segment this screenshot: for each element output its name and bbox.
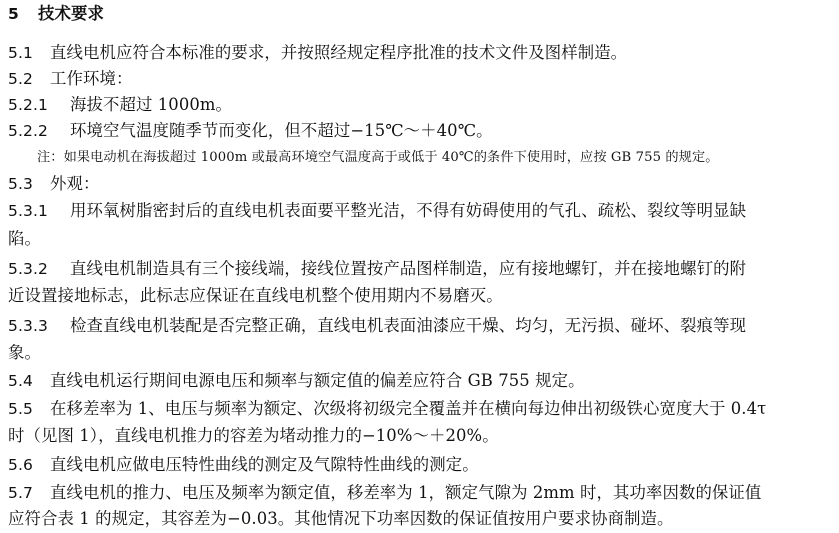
clause-number: 5.7 — [8, 484, 33, 502]
clause-number: 5.6 — [8, 456, 33, 474]
clause-text: 陷。 — [8, 229, 41, 248]
clause-number: 5.5 — [8, 400, 33, 418]
clause-number: 5.1 — [8, 44, 33, 62]
note — [37, 147, 833, 169]
clause-text: 时（见图 1），直线电机推力的容差为堵动推力的−10%～＋20%。 — [8, 426, 499, 445]
clause-text: 检查直线电机装配是否完整正确，直线电机表面油漆应干燥、均匀，无污损、碰坏、裂痕等现 — [70, 316, 747, 335]
clause-number: 5.4 — [8, 372, 33, 390]
clause-text: 环境空气温度随季节而变化，但不超过−15℃～＋40℃。 — [70, 121, 493, 140]
clause-text: 直线电机应符合本标准的要求，并按照经规定程序批准的技术文件及图样制造。 — [50, 43, 628, 62]
clause-number: 5.3 — [8, 175, 33, 193]
clause-5-2 — [8, 68, 833, 90]
clause-5-7-continuation — [8, 508, 833, 530]
section-heading — [8, 3, 833, 25]
clause-text: 海拔不超过 1000m。 — [70, 95, 233, 114]
clause-5-5-continuation — [8, 425, 833, 447]
clause-text: 直线电机制造具有三个接线端，接线位置按产品图样制造，应有接地螺钉，并在接地螺钉的附 — [70, 259, 747, 278]
clause-5-3-3-continuation — [8, 342, 833, 364]
clause-text: 工作环境： — [50, 69, 133, 88]
clause-text: 在移差率为 1、电压与频率为额定、次级将初级完全覆盖并在横向每边伸出初级铁心宽度大于 0.4τ — [50, 399, 767, 418]
section-title: 技术要求 — [38, 4, 104, 23]
clause-number: 5.3.1 — [8, 202, 48, 220]
note-text: 注：如果电动机在海拔超过 1000m 或最高环境空气温度高于或低于 40℃的条件下使用时，应按 GB 755 的规定。 — [37, 150, 719, 165]
clause-5-3 — [8, 173, 833, 195]
clause-number: 5.3.3 — [8, 317, 48, 335]
clause-5-4 — [8, 370, 833, 392]
clause-text: 直线电机的推力、电压及频率为额定值，移差率为 1，额定气隙为 2mm 时，其功率因数的保证值 — [50, 483, 762, 502]
clause-text: 直线电机应做电压特性曲线的测定及气隙特性曲线的测定。 — [50, 455, 479, 474]
clause-5-2-2 — [8, 120, 833, 142]
clause-number: 5.2.1 — [8, 96, 48, 114]
clause-number: 5.2 — [8, 70, 33, 88]
section-number: 5 — [8, 5, 19, 23]
clause-text: 近设置接地标志，此标志应保证在直线电机整个使用期内不易磨灭。 — [8, 286, 503, 305]
clause-5-2-1 — [8, 94, 833, 116]
clause-number: 5.3.2 — [8, 260, 48, 278]
clause-5-6 — [8, 454, 833, 476]
clause-text: 用环氧树脂密封后的直线电机表面要平整光洁，不得有妨碍使用的气孔、疏松、裂纹等明显缺 — [70, 201, 747, 220]
clause-5-3-2-continuation — [8, 285, 833, 307]
clause-text: 象。 — [8, 343, 41, 362]
clause-5-3-1 — [8, 200, 833, 222]
clause-text: 应符合表 1 的规定，其容差为−0.03。其他情况下功率因数的保证值按用户要求协商制造。 — [8, 509, 674, 528]
clause-text: 直线电机运行期间电源电压和频率与额定值的偏差应符合 GB 755 规定。 — [50, 371, 585, 390]
clause-5-3-2 — [8, 258, 833, 280]
clause-number: 5.2.2 — [8, 122, 48, 140]
clause-5-7 — [8, 482, 833, 504]
clause-5-3-3 — [8, 315, 833, 337]
clause-5-3-1-continuation — [8, 228, 833, 250]
clause-5-5 — [8, 398, 833, 420]
clause-5-1 — [8, 42, 833, 64]
clause-text: 外观： — [50, 174, 100, 193]
